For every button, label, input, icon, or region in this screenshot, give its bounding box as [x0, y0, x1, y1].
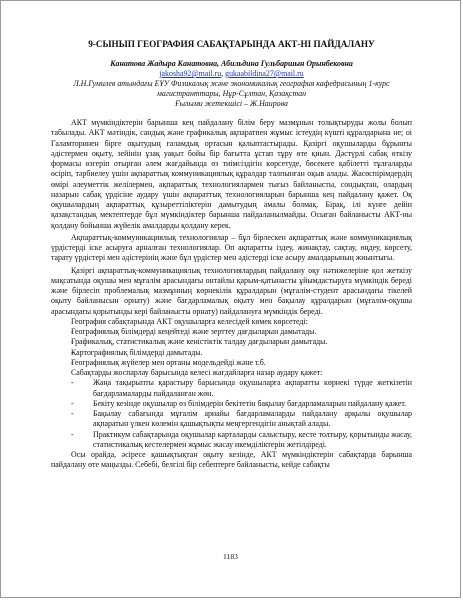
- paragraph-help-intro: География сабақтарында АКТ оқушыларға келесідей көмек көрсетеді:: [71, 316, 308, 326]
- paper-authors: Канатова Жадыра Канатовна, Абильдина Гульбаршын Орынбековна: [110, 59, 353, 68]
- email-link-1[interactable]: jakosha92@mail.ru: [159, 69, 222, 78]
- scientific-advisor: Ғылыми жетекшісі – Ж.Наирова: [175, 99, 288, 108]
- list-item: - Графикалық, статистикалық және кеністіктік талдау дағдыларын дамытады.: [51, 337, 412, 347]
- planning-list: [51, 378, 412, 450]
- list-item: - Практикум сабақтарында оқушылар карталарды салыстыру, кесте толтыру, қорытынды жасау, статистикалық кестелермен жұмыс жасау икемділіктерін жетілдіреді.: [51, 430, 412, 451]
- author-affiliation: Л.Н.Гумилев атындағы ЕҰУ Физикалық және экономикалық география кафедрасының 1-курс магистранттары, Нұр-Сұлтан, Қазақстан: [73, 79, 390, 98]
- paragraph-intro: АКТ мүмкіндіктерін барынша кең пайдалану білім беру мазмұнын толықтыруды жолы болып табылады. АКТ мәтіндік, сандық және графикалық ақпаратпен жұмыс істеудің күшті құралдарына не; оі Галамторинен біргe оқытудың ғаламдық ортасын қалыптастырады. Қазіргі оқушыларды бұрынғы әдістермен оқыту, зейінін ұзақ уақыт бойы бір бағытта ұстап тұру өте қиын. Дәстүрлі сабақ өткізу формасы өзгеріп отырған әлем жағдайында өз тиімсіздігін көрсетуде, бөсекеге қабілетті тұлғаларды өсіріп, тәрбиелеу үшін ақпараттық коммуникациялық құралдар талпынған оқыв алады. Жасөспірімдердің өмірі әлеуметтік желілермен, ақпараттық технологиялармен тығыз байланысты, сондықтан, олардың назарын сабақ үрдісіне аудару үшін ақпараттық технологияларын барынша кең пайдалану қажет. Оқ оқушылардың ақпараттық құзыреттіліктерін дамытудың амалы болмақ. Бірақ, ілі күнге дейін қазақстандық мектептерде бұл мүмкіндіктер барынша пайдаланылмайды. Осыған байланысты АКТ-ны қолдану бойынша жүйелік амалдарды қолдану керек.: [51, 118, 412, 230]
- paper-title: 9-СЫНЫП ГЕОГРАФИЯ САБАҚТАРЫНДА АКТ-НІ ПАЙДАЛАНУ: [88, 39, 375, 49]
- email-link-2[interactable]: gukaabildina27@mail.ru: [225, 69, 304, 78]
- paper-content: [51, 39, 412, 471]
- list-item: - Бақылау сабағында мұғалім арнайы бағдарламаларды пайдалану арқылы оқушылар ақпаратын үлкен көлемін қашықтықты меңгергендігін анықтай алады.: [51, 409, 412, 430]
- list-item: - Картографиялық білімдерді дамытады.: [51, 348, 412, 358]
- paragraph-ict-definition: Ақпараттық-коммуникациялық технологиялар – бұл бірлескен ақпараттық және коммуникациялық үрдістерді іске асыруға арналған технологиялар. Оп ақпаратты іздеу, жинақтау, сақтау, өңдеу, көрсету, тарату үрдістері мен әдістерінің және бұл үрдістер мен әдістерді іске асыру амалдарының жиынтығы.: [51, 232, 412, 263]
- list-item: - Географиялық білімдерді кеңейтеді және зерттеу дағдыларын дамытады.: [51, 327, 412, 337]
- list-item: - Географиялық жүйелер мен ортаны модельдейді және т.б.: [51, 358, 412, 368]
- list-item: - Бекіту кезінде оқушылар өз білімдерін бекітетін бақылау бағдарламаларын пайдалану қажет.: [51, 399, 412, 409]
- help-list: [51, 327, 412, 368]
- paragraph-modern-ict: Қазіргі ақпараттық-коммуникациялық технологиялардың пайдалану оқу нәтижелеріне қол жеткізу мақсатында оқушы мен мұғалім арасындағы онтайлы қарым-қатынасты ұйымдастыруға мүмкіндік береді және бірлесіп проблемалық мазмұнның көрнекілік құралдарын (мұғалім-студент арасындағы тікелей оқыту байланысын орнату) және бағдарламалық оқыту мен бақылау құралдарын (мұғалім-оқушы арасындағы қорытынды кері байланысты орнату) пайдалануға мүмкіндік береді.: [51, 265, 412, 316]
- page-number: 1183: [223, 552, 238, 561]
- list-item: - Жаңа тақырыпты қарастыру барысында оқушыларға ақпаратты көрнекі түрде жеткізетін бағдарламаларды пайдаланған жөн.: [51, 378, 412, 399]
- paragraph-distance-learning: Осы орайда, әсіресе қашықтықтан оқыту кезінде, АКТ мүмкіндіктерін сабақтарда барынша пайдалану өте маңызды. Себебі, белгілі бір себептерге байланысты, кейде сабақты: [51, 450, 412, 470]
- author-emails: jakosha92@mail.ru, gukaabildina27@mail.ru: [159, 69, 304, 78]
- paragraph-planning-intro: Сабақтарды жоспарлау барысында келесі жағдайларға назар аудару қажет:: [71, 368, 323, 377]
